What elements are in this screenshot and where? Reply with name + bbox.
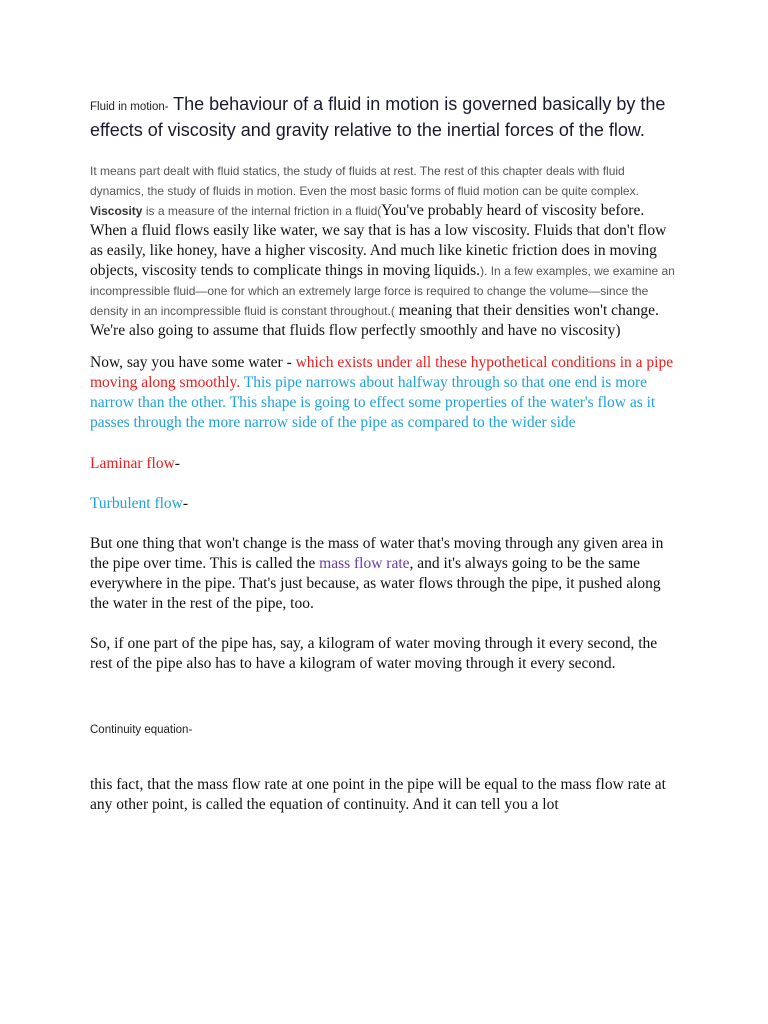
paragraph-continuity: this fact, that the mass flow rate at one point in the pipe will be equal to the mass flow rate at any other point, is called the equation of continuity. And it can tell you a lot xyxy=(90,776,666,813)
paragraph-mass-flow-rate xyxy=(90,534,680,614)
term-mass-flow-rate: mass flow rate xyxy=(319,555,410,572)
text-run: But one thing that won't change is the mass of water that's moving through any given area in the pipe over time. This is called the xyxy=(90,535,664,572)
text-run: Now, say you have some water - xyxy=(90,354,296,371)
turbulent-flow-dash: - xyxy=(182,495,189,512)
text-run: , and it's always going to be the same everywhere in the pipe. That's just because, as water flows through the pipe, it pushed along the water in the rest of the pipe, too. xyxy=(90,555,661,612)
paragraph-viscosity xyxy=(90,161,680,341)
laminar-flow-label: Laminar flow xyxy=(90,455,175,472)
text-run: You've probably heard of viscosity before. When a fluid flows easily like water, we say that is has a low viscosity. Fluids that don't flow as easily, like honey, have a higher viscosity. And much like kinetic friction does in moving objects, viscosity tends to complicate things in moving liquids. xyxy=(90,202,667,279)
text-run: It means part dealt with fluid statics, the study of fluids at rest. The rest of this chapter deals with fluid dynamics, the study of fluids in motion. Even the most basic forms of fluid motion can be quite complex. xyxy=(90,164,639,198)
text-run-blue: This pipe narrows about halfway through so that one end is more narrow than the other. This shape is going to effect some properties of the water's flow as it passes through the more narrow side of the pipe as compared to the wider side xyxy=(90,374,656,431)
text-run: ). In a few examples, we examine an incompressible fluid—one for which an extremely large force is required to change the volume—since the density in an incompressible fluid is constant throughout.( xyxy=(90,264,675,318)
continuity-equation-heading: Continuity equation- xyxy=(90,724,193,736)
laminar-flow-dash: - xyxy=(174,455,180,472)
paragraph-pipe xyxy=(90,353,680,433)
turbulent-flow-heading xyxy=(90,494,680,514)
section-heading xyxy=(90,93,680,143)
text-run-red: which exists under all these hypothetical conditions in a pipe moving along smoothly. xyxy=(90,354,674,391)
text-run: meaning that their densities won't change. We're also going to assume that fluids flow perfectly smoothly and have no viscosity) xyxy=(90,302,659,339)
heading-label: Fluid in motion- xyxy=(90,101,169,113)
text-run: is a measure of the internal friction in a fluid( xyxy=(142,204,382,218)
laminar-flow-heading xyxy=(90,454,680,474)
bold-term-viscosity: Viscosity xyxy=(90,204,143,218)
document-page xyxy=(90,93,680,815)
turbulent-flow-label: Turbulent flow xyxy=(90,495,183,512)
heading-text: The behaviour of a fluid in motion is governed basically by the effects of viscosity and gravity relative to the inertial forces of the flow. xyxy=(90,94,666,140)
paragraph-kilogram: So, if one part of the pipe has, say, a kilogram of water moving through it every second, the rest of the pipe also has to have a kilogram of water moving through it every second. xyxy=(90,635,658,672)
